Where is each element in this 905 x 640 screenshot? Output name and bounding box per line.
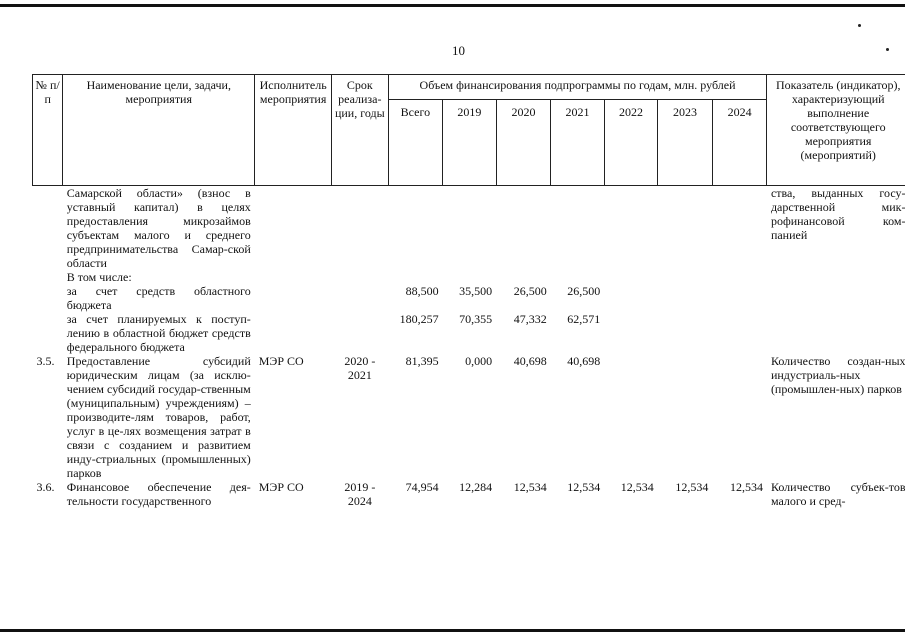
row-2024 (712, 312, 767, 354)
row-indicator: Количество создан-ных индустриаль-ных (промышлен-ных) парков (770, 354, 905, 396)
row-executor (255, 284, 332, 312)
row-term (332, 270, 389, 284)
row-2021: 12,534 (567, 480, 601, 494)
table-row (33, 354, 905, 480)
row-2024: 12,534 (729, 480, 763, 494)
row-2023: 12,534 (675, 480, 709, 494)
row-2019 (443, 186, 497, 271)
header-num: № п/п (33, 75, 63, 186)
row-2023 (658, 312, 713, 354)
row-num (33, 312, 63, 354)
row-num: 3.6. (36, 480, 55, 494)
table-row (33, 284, 905, 312)
row-2019: 35,500 (459, 284, 493, 298)
row-executor: МЭР СО (258, 480, 304, 494)
row-2021 (551, 186, 605, 271)
header-2020: 2020 (496, 100, 551, 186)
header-2019: 2019 (443, 100, 497, 186)
header-name: Наименование цели, задачи, мероприятия (63, 75, 255, 186)
row-2022: 12,534 (620, 480, 654, 494)
row-term: 2019 - 2024 (344, 480, 376, 508)
top-rule (0, 4, 905, 7)
table-row (33, 270, 905, 284)
row-2020: 26,500 (513, 284, 547, 298)
row-name: Финансовое обеспечение дея-тельности государственного (66, 480, 251, 508)
header-2021: 2021 (551, 100, 605, 186)
speck (886, 48, 889, 51)
header-2024: 2024 (712, 100, 767, 186)
row-executor (255, 186, 332, 271)
row-2024 (712, 186, 767, 271)
row-num: 3.5. (36, 354, 55, 368)
row-term (332, 312, 389, 354)
row-term (332, 186, 389, 271)
row-2019: 0,000 (465, 354, 493, 368)
table-row (33, 480, 905, 508)
header-indicator: Показатель (индикатор), характеризующий выполнение соответствующего мероприятия (мероприятий) (767, 75, 905, 186)
row-2019: 70,355 (459, 312, 493, 326)
row-total (388, 186, 443, 271)
table-row (33, 186, 905, 271)
row-term: 2020 - 2021 (344, 354, 376, 382)
row-num (33, 186, 63, 271)
header-2022: 2022 (604, 100, 658, 186)
header-funding: Объем финансирования подпрограммы по годам, млн. рублей (388, 75, 767, 100)
row-num (33, 270, 63, 284)
row-indicator (767, 312, 905, 354)
row-indicator (767, 284, 905, 312)
row-name: за счет средств областного бюджета (66, 284, 251, 312)
row-2022 (604, 354, 658, 480)
row-indicator (767, 270, 905, 284)
row-2020 (496, 270, 551, 284)
row-2022 (604, 270, 658, 284)
row-indicator: ства, выданных госу-дарственной мик-рофинансовой ком-панией (770, 186, 905, 242)
row-2023 (658, 270, 713, 284)
row-total: 74,954 (405, 480, 439, 494)
row-executor (255, 270, 332, 284)
funding-table (32, 74, 905, 508)
header-2023: 2023 (658, 100, 713, 186)
row-total: 81,395 (405, 354, 439, 368)
header-total: Всего (388, 100, 443, 186)
row-2024 (712, 284, 767, 312)
row-2022 (604, 186, 658, 271)
row-name: за счет планируемых к поступ-лению в областной бюджет средств федерального бюджета (66, 312, 251, 354)
row-2022 (604, 284, 658, 312)
row-num (33, 284, 63, 312)
row-2020: 40,698 (513, 354, 547, 368)
row-total: 88,500 (405, 284, 439, 298)
row-executor (255, 312, 332, 354)
row-2019: 12,284 (459, 480, 493, 494)
speck (858, 24, 861, 27)
row-name: В том числе: (66, 270, 132, 284)
page-number: 10 (452, 43, 465, 58)
row-2024 (712, 354, 767, 480)
row-2022 (604, 312, 658, 354)
row-total (388, 270, 443, 284)
row-indicator: Количество субъек-тов малого и сред- (770, 480, 905, 508)
header-executor: Исполнитель мероприятия (255, 75, 332, 186)
row-2023 (658, 186, 713, 271)
row-2024 (712, 270, 767, 284)
header-term: Срок реализа-ции, годы (332, 75, 389, 186)
row-2020: 12,534 (513, 480, 547, 494)
row-name: Предоставление субсидий юридическим лицам (за исклю-чением субсидий государ-ственным (муниципальным) учреждениям) – производите-лям товаров, работ, услуг в це-лях возмещения затрат в связи с созданием и развитием инду-стриальных (промышленных) парков (66, 354, 251, 480)
row-2020 (496, 186, 551, 271)
row-executor: МЭР СО (258, 354, 304, 368)
row-term (332, 284, 389, 312)
row-2019 (443, 270, 497, 284)
row-total: 180,257 (399, 312, 439, 326)
bottom-rule (0, 629, 905, 632)
row-2020: 47,332 (513, 312, 547, 326)
row-2021 (551, 270, 605, 284)
row-2023 (658, 284, 713, 312)
table-row (33, 312, 905, 354)
row-2021: 40,698 (567, 354, 601, 368)
row-2021: 26,500 (567, 284, 601, 298)
row-2021: 62,571 (567, 312, 601, 326)
row-2023 (658, 354, 713, 480)
row-name: Самарской области» (взнос в уставный капитал) в целях предоставления микрозаймов субъектам малого и среднего предпринимательства Самар-ской области (66, 186, 251, 270)
